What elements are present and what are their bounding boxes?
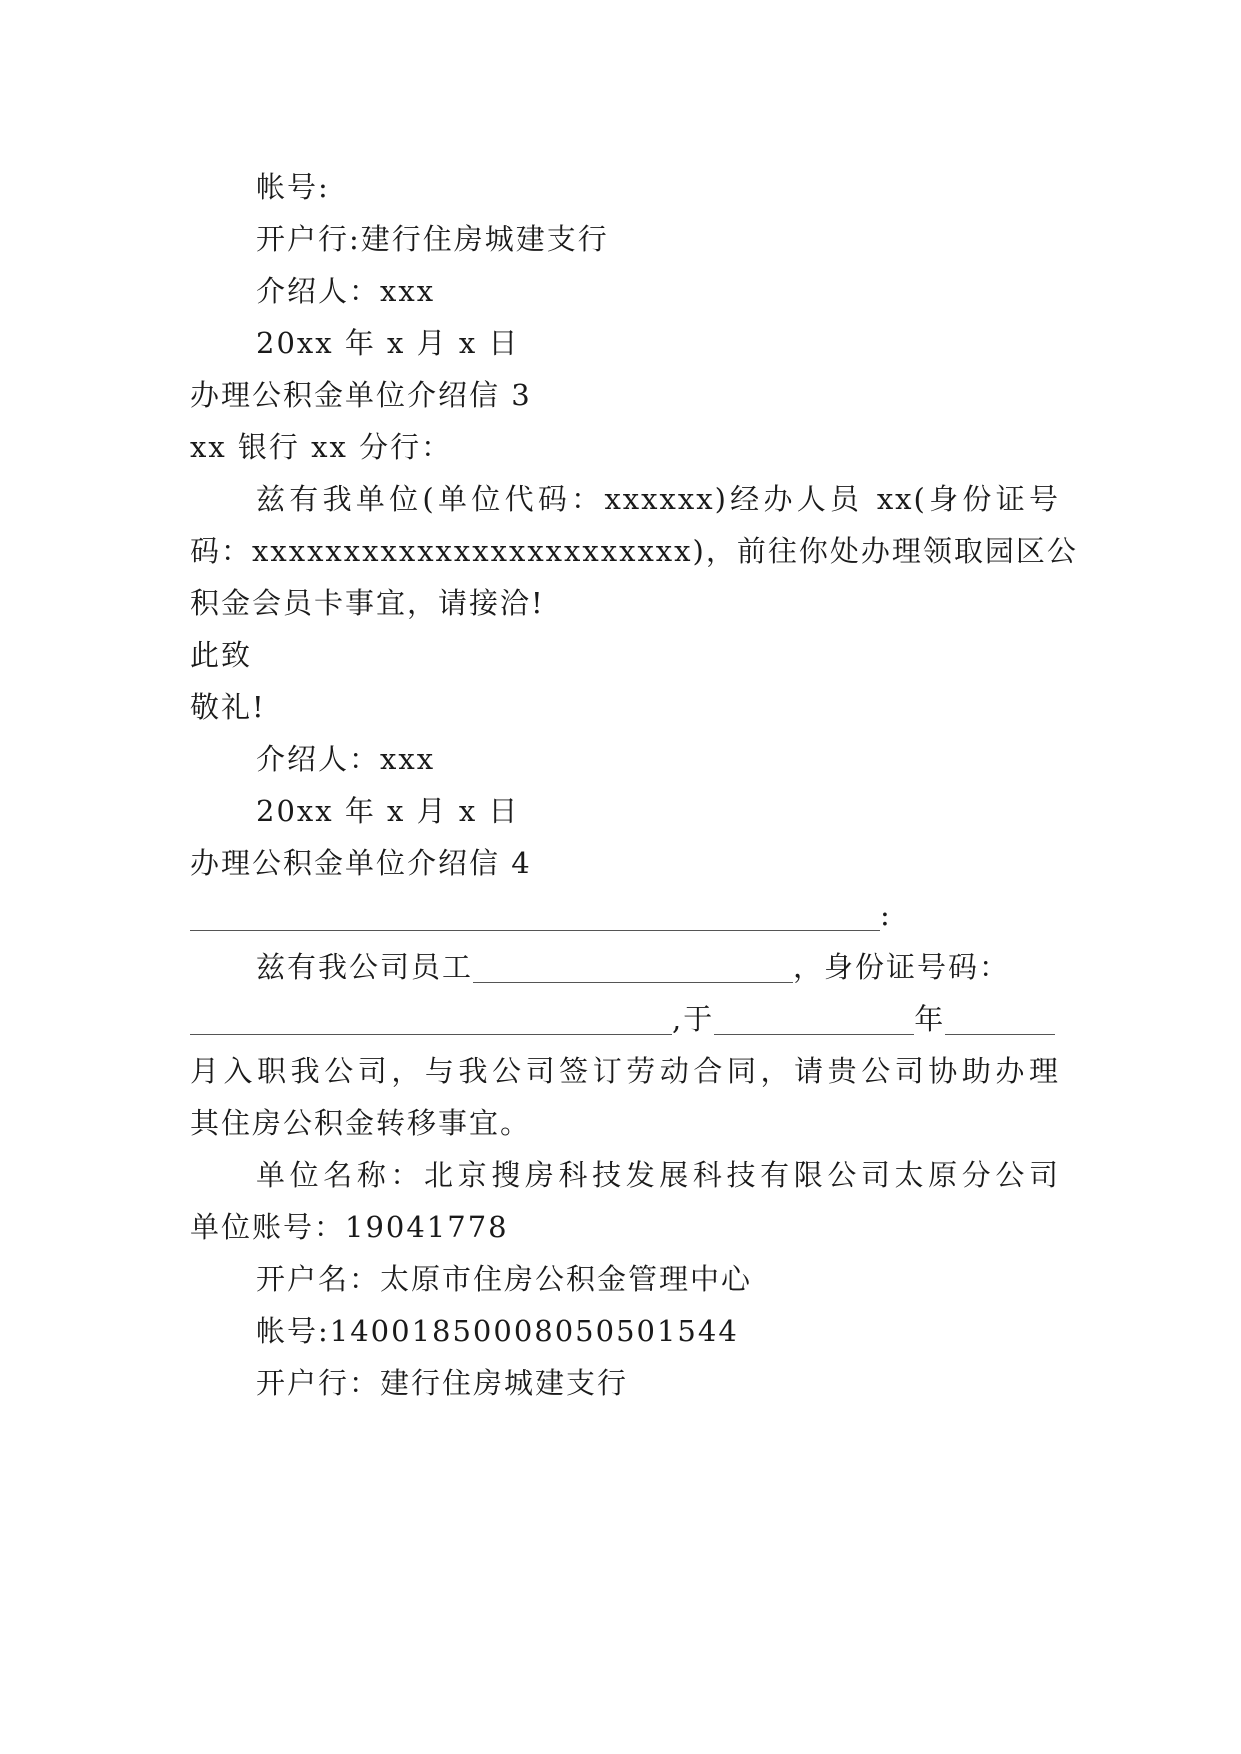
letter-3-body-line-3: 积金会员卡事宜，请接洽! bbox=[190, 586, 545, 620]
employee-text: 兹有我公司员工 bbox=[256, 950, 474, 984]
closing-line-2: 敬礼! bbox=[190, 690, 266, 724]
salutation-bank: xx 银行 xx 分行： bbox=[190, 430, 453, 464]
bank-branch-line: 开户行：建行住房城建支行 bbox=[256, 1366, 629, 1400]
id-number-blank bbox=[190, 1004, 672, 1035]
letter-4-body-line-3: 月入职我公司，与我公司签订劳动合同，请贵公司协助办理 bbox=[190, 1054, 1060, 1088]
date-line: 20xx 年 x 月 x 日 bbox=[256, 326, 520, 360]
letter-3-body-line-1: 兹有我单位(单位代码：xxxxxx)经办人员 xx(身份证号 bbox=[256, 482, 1060, 516]
letter-4-title: 办理公积金单位介绍信 4 bbox=[190, 846, 532, 880]
introducer-line-2: 介绍人：xxx bbox=[256, 742, 436, 776]
month-blank bbox=[945, 1004, 1055, 1035]
recipient-colon: : bbox=[880, 898, 892, 932]
letter-4-body-line-2 bbox=[190, 999, 1060, 1039]
since-text: ,于 bbox=[672, 1002, 715, 1036]
year-text: 年 bbox=[914, 1002, 946, 1036]
account-number-line: 帐号:14001850008050501544 bbox=[256, 1314, 739, 1348]
letter-4-body-line-4: 其住房公积金转移事宜。 bbox=[190, 1106, 532, 1140]
letter-4-body-line-1 bbox=[256, 947, 1060, 987]
recipient-line bbox=[190, 895, 1060, 935]
account-name-line: 开户名：太原市住房公积金管理中心 bbox=[256, 1262, 753, 1296]
recipient-blank bbox=[190, 900, 880, 931]
letter-3-title: 办理公积金单位介绍信 3 bbox=[190, 378, 532, 412]
unit-name-line: 单位名称：北京搜房科技发展科技有限公司太原分公司 bbox=[256, 1158, 1060, 1192]
unit-account-line: 单位账号：19041778 bbox=[190, 1210, 509, 1244]
introducer-line: 介绍人：xxx bbox=[256, 274, 436, 308]
closing-line-1: 此致 bbox=[190, 638, 253, 672]
year-blank bbox=[714, 1004, 914, 1035]
letter-3-body-line-2: 码：xxxxxxxxxxxxxxxxxxxxxxxx)，前往你处办理领取园区公 bbox=[190, 534, 1078, 568]
id-number-text: ，身份证号码： bbox=[793, 950, 1011, 984]
date-line-2: 20xx 年 x 月 x 日 bbox=[256, 794, 520, 828]
bank-line: 开户行:建行住房城建支行 bbox=[256, 222, 609, 256]
account-label: 帐号: bbox=[256, 170, 330, 204]
employee-name-blank bbox=[473, 952, 793, 983]
